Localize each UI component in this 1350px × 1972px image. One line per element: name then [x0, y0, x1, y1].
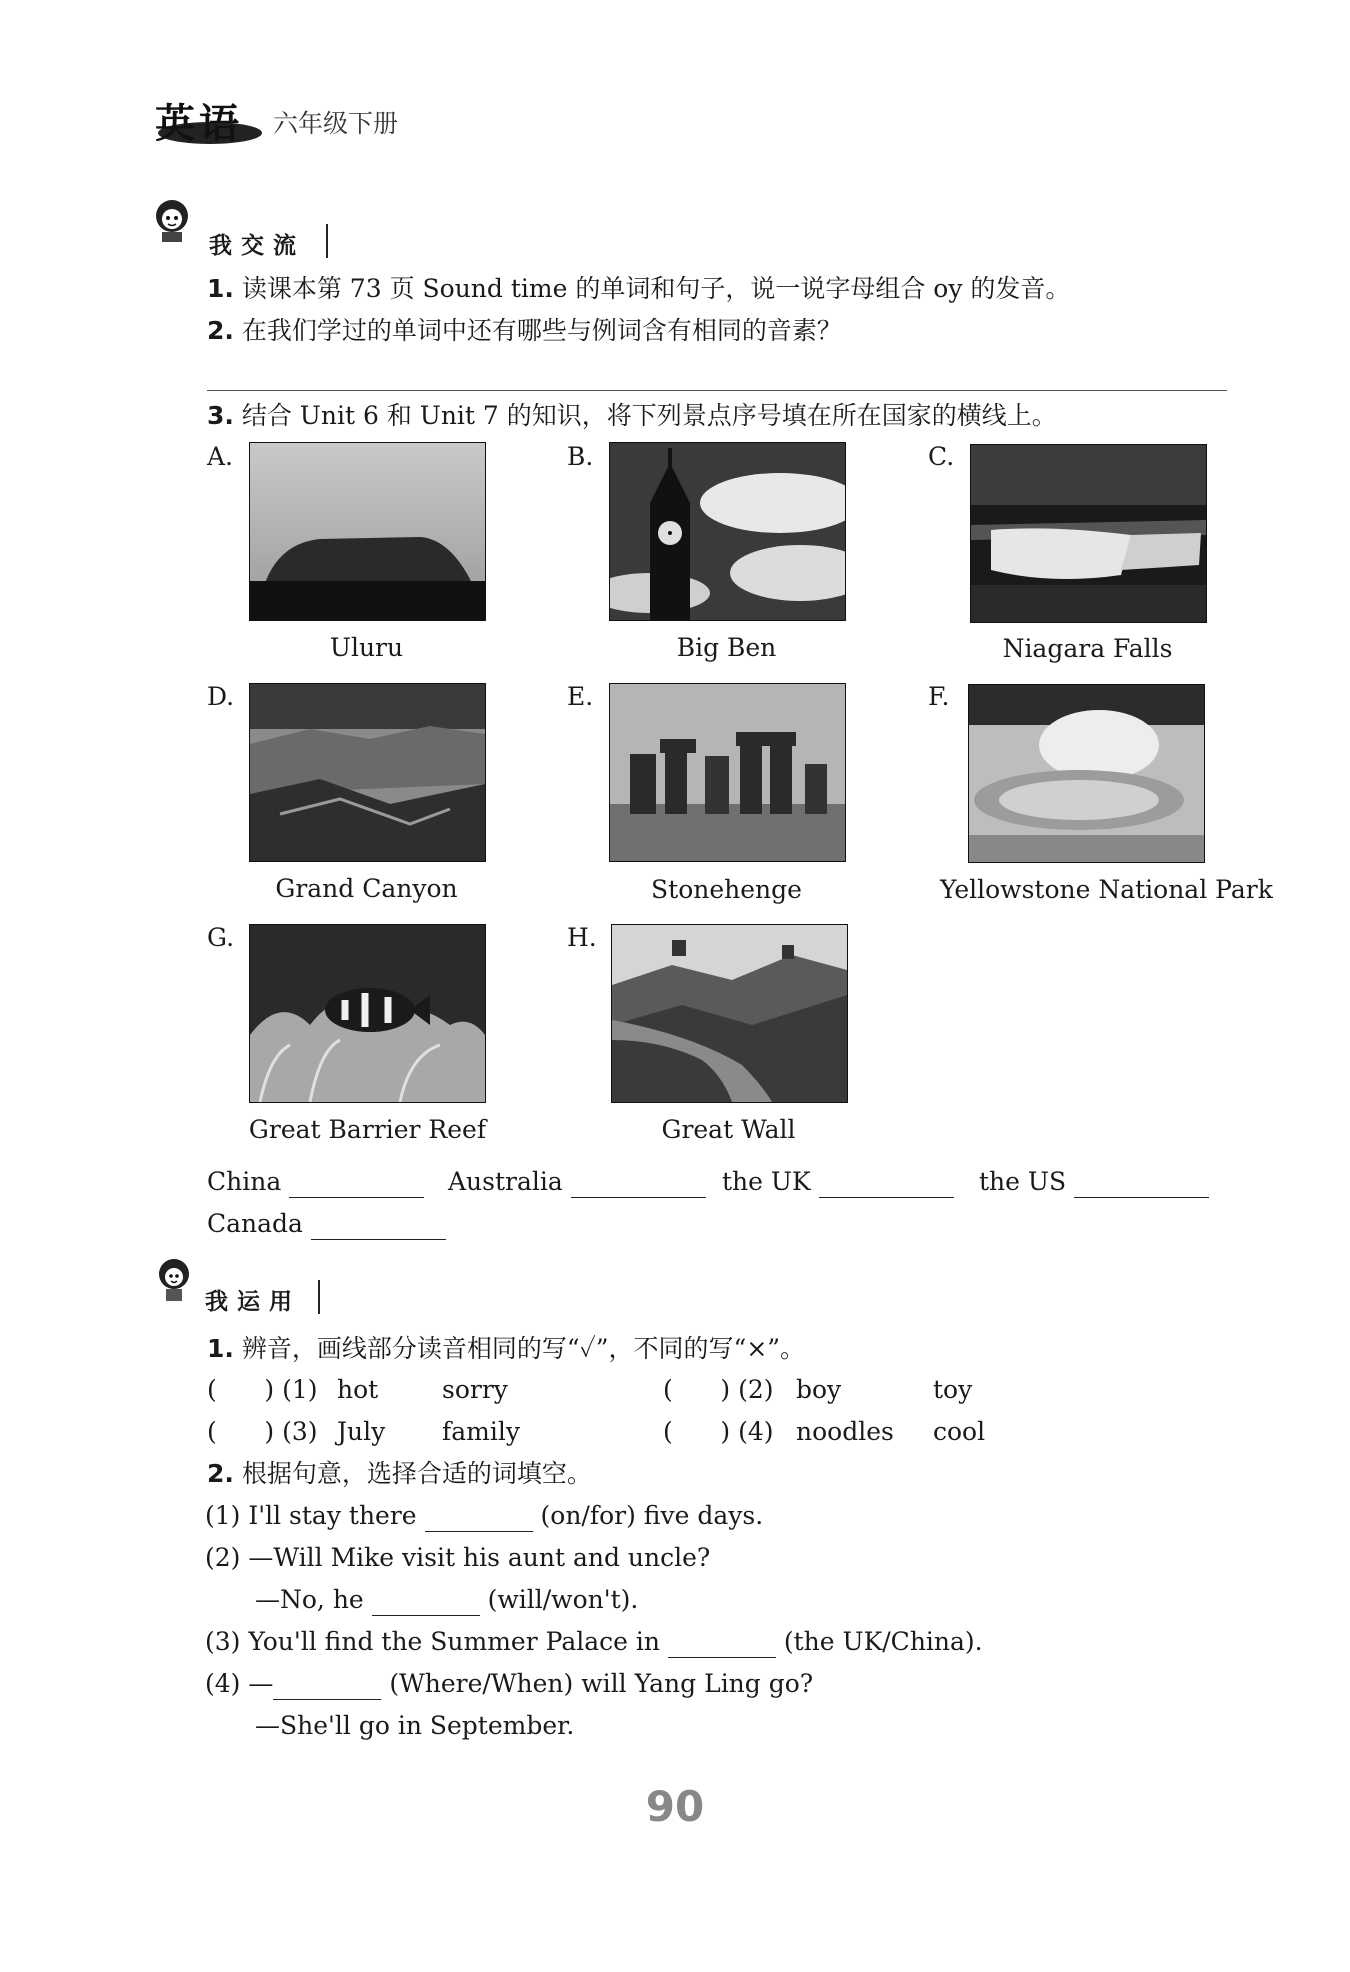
pair-word: cool: [933, 1417, 986, 1446]
country-australia: [448, 1166, 706, 1198]
mascot-icon: [152, 1256, 196, 1304]
page-number: 90: [645, 1782, 705, 1831]
answer-blank[interactable]: [425, 1505, 533, 1532]
question-number: 1.: [207, 1334, 234, 1363]
exercise-2: [207, 1458, 592, 1490]
place-letter: G.: [207, 923, 235, 952]
photo-yellowstone: [968, 684, 1205, 863]
country-us: [979, 1166, 1209, 1198]
sound-pair-4: [663, 1416, 1123, 1448]
pair-word: sorry: [442, 1375, 508, 1404]
place-letter: E.: [567, 682, 594, 711]
country-label: the US: [979, 1167, 1067, 1196]
place-caption: Big Ben: [676, 633, 777, 662]
section-title-apply: 我运用: [205, 1289, 301, 1315]
question-3: [207, 400, 1057, 432]
question-number: 1.: [207, 274, 234, 303]
sentence-text: (on/for) five days.: [540, 1501, 764, 1530]
question-text: 结合 Unit 6 和 Unit 7 的知识，将下列景点序号填在所在国家的横线上。: [241, 401, 1057, 430]
place-letter: C.: [928, 442, 955, 471]
pair-word: boy: [796, 1375, 842, 1404]
sound-pair-3: [207, 1416, 667, 1448]
photo-great-barrier-reef: [249, 924, 486, 1103]
answer-blank[interactable]: [668, 1631, 776, 1658]
place-caption: Great Barrier Reef: [248, 1115, 487, 1144]
sound-pair-2: [663, 1374, 1123, 1406]
place-letter: H.: [567, 923, 597, 952]
sound-pair-1: [207, 1374, 667, 1406]
place-caption: Great Wall: [661, 1115, 796, 1144]
sentence-4: [205, 1668, 813, 1700]
place-letter: B.: [567, 442, 594, 471]
question-number: 2.: [207, 1459, 234, 1488]
sentence-text: You'll find the Summer Palace in: [248, 1627, 660, 1656]
place-caption: Niagara Falls: [1002, 634, 1173, 663]
photo-great-wall: [611, 924, 848, 1103]
answer-paren[interactable]: ( ): [663, 1417, 731, 1446]
sentence-number: (4): [205, 1669, 241, 1698]
answer-paren[interactable]: ( ): [663, 1375, 731, 1404]
sentence-number: (2): [205, 1543, 241, 1572]
country-label: China: [207, 1167, 282, 1196]
sentence-text: (will/won't).: [487, 1585, 639, 1614]
photo-stonehenge: [609, 683, 846, 862]
answer-line[interactable]: [207, 390, 1227, 391]
answer-blank[interactable]: [273, 1673, 381, 1700]
sentence-4-answer: [255, 1710, 574, 1742]
section-divider: [318, 1280, 320, 1314]
country-label: Australia: [448, 1167, 563, 1196]
country-uk: [722, 1166, 954, 1198]
sentence-number: (3): [205, 1627, 241, 1656]
sentence-number: (1): [205, 1501, 241, 1530]
grade-label: 六年级下册: [273, 109, 399, 138]
sentence-text: —Will Mike visit his aunt and uncle?: [248, 1543, 711, 1572]
sentence-1: [205, 1500, 763, 1532]
place-caption: Yellowstone National Park: [940, 875, 1273, 904]
answer-blank[interactable]: [1074, 1171, 1209, 1198]
pair-word: hot: [337, 1375, 379, 1404]
question-text: 在我们学过的单词中还有哪些与例词含有相同的音素？: [241, 316, 842, 345]
country-china: [207, 1166, 424, 1198]
pair-word: toy: [933, 1375, 973, 1404]
question-text: 读课本第 73 页 Sound time 的单词和句子，说一说字母组合 oy 的发音。: [241, 274, 1071, 303]
sentence-text: —No, he: [255, 1585, 364, 1614]
section-divider: [326, 224, 328, 258]
sentence-2: [205, 1542, 710, 1574]
question-text: 辨音，画线部分读音相同的写“✓”，不同的写“×”。: [241, 1334, 806, 1363]
answer-paren[interactable]: ( ): [207, 1375, 275, 1404]
pair-word: noodles: [796, 1417, 894, 1446]
place-letter: D.: [207, 682, 235, 711]
mascot-icon: [150, 196, 194, 244]
question-number: 3.: [207, 401, 234, 430]
answer-blank[interactable]: [571, 1171, 706, 1198]
sentence-text: (the UK/China).: [783, 1627, 983, 1656]
section-title-communicate: 我交流: [209, 233, 305, 259]
question-1: [207, 273, 1070, 305]
question-text: 根据句意，选择合适的词填空。: [241, 1459, 592, 1488]
country-canada: [207, 1208, 446, 1240]
subject-title: 英语: [155, 101, 243, 147]
sentence-2-answer: [255, 1584, 638, 1616]
answer-blank[interactable]: [289, 1171, 424, 1198]
sentence-text: —She'll go in September.: [255, 1711, 575, 1740]
pair-number: (2): [738, 1375, 774, 1404]
place-caption: Uluru: [329, 633, 404, 662]
question-number: 2.: [207, 316, 234, 345]
pair-number: (4): [738, 1417, 774, 1446]
place-caption: Grand Canyon: [275, 874, 458, 903]
pair-word: family: [442, 1417, 520, 1446]
answer-blank[interactable]: [311, 1213, 446, 1240]
answer-blank[interactable]: [819, 1171, 954, 1198]
question-2: [207, 315, 842, 347]
photo-big-ben: [609, 442, 846, 621]
exercise-1: [207, 1333, 805, 1365]
pair-number: (3): [282, 1417, 318, 1446]
answer-blank[interactable]: [372, 1589, 480, 1616]
sentence-text: I'll stay there: [248, 1501, 417, 1530]
pair-word: July: [337, 1417, 386, 1446]
country-label: the UK: [722, 1167, 811, 1196]
photo-niagara-falls: [970, 444, 1207, 623]
sentence-3: [205, 1626, 983, 1658]
photo-uluru: [249, 442, 486, 621]
answer-paren[interactable]: ( ): [207, 1417, 275, 1446]
photo-grand-canyon: [249, 683, 486, 862]
pair-number: (1): [282, 1375, 318, 1404]
place-letter: A.: [207, 442, 234, 471]
place-caption: Stonehenge: [651, 875, 802, 904]
country-label: Canada: [207, 1209, 303, 1238]
place-letter: F.: [928, 682, 950, 711]
sentence-text: —: [248, 1669, 274, 1698]
sentence-text: (Where/When) will Yang Ling go?: [389, 1669, 814, 1698]
